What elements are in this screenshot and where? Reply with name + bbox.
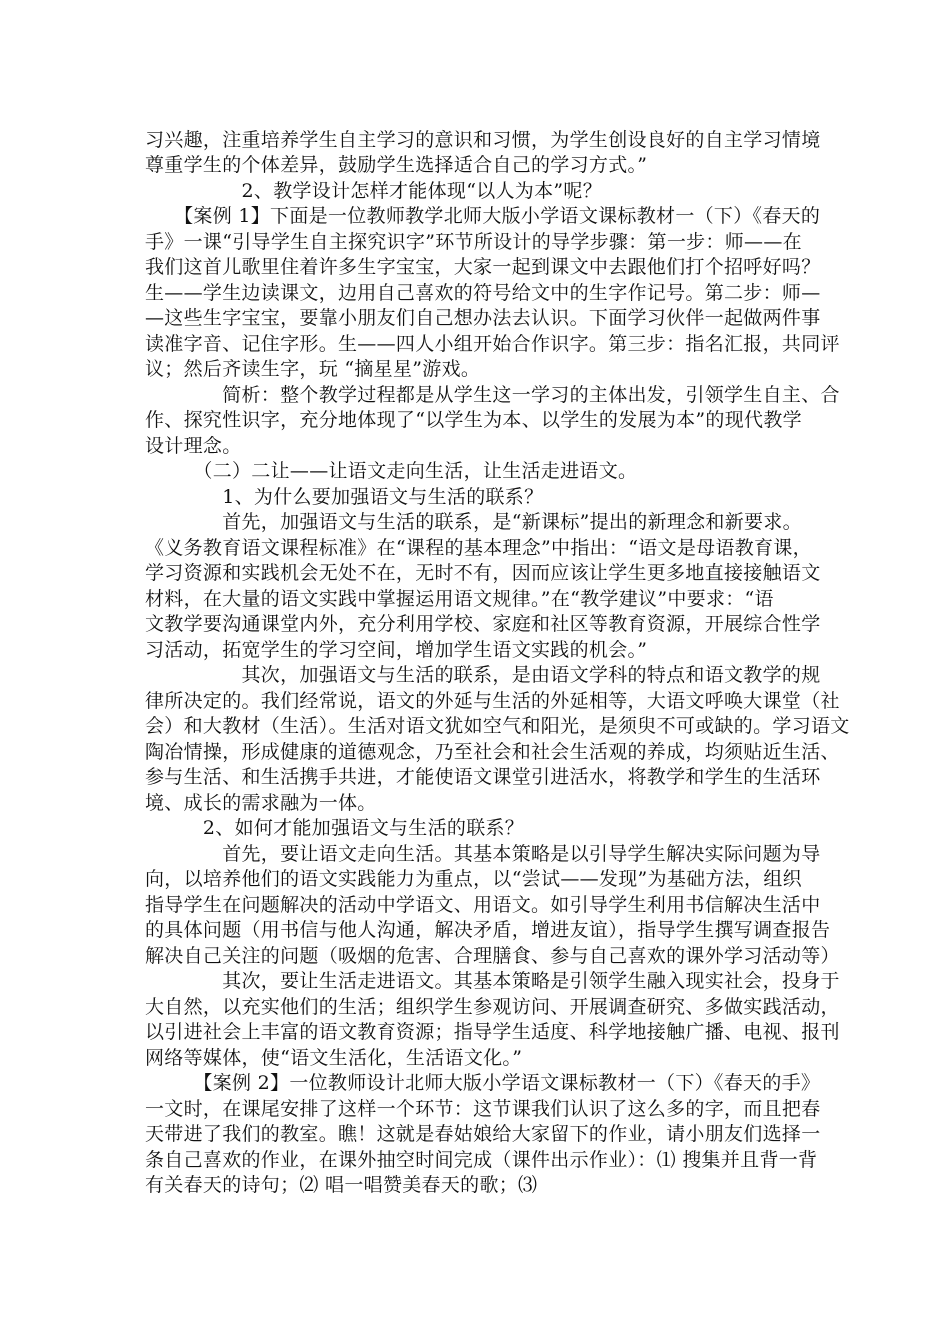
text-line: —这些生字宝宝，要靠小朋友们自己想办法去认识。下面学习伙伴一起做两件事 [145, 307, 821, 329]
text-line: 境、成长的需求融为一体。 [145, 792, 377, 814]
text-line: 作、探究性识字，充分地体现了“以学生为本、以学生的发展为本”的现代教学 [145, 409, 802, 431]
text-line: 有关春天的诗句；⑵ 唱一唱赞美春天的歌；⑶ [145, 1174, 538, 1196]
text-line: 网络等媒体，使“语文生活化，生活语文化。” [145, 1047, 523, 1069]
text-line: 的具体问题（用书信与他人沟通，解决矛盾，增进友谊），指导学生撰写调查报告 [145, 919, 831, 941]
section-heading: 1、为什么要加强语文与生活的联系？ [145, 486, 544, 508]
text-line: 【案例 2】一位教师设计北师大版小学语文课标教材一（下）《春天的手》 [145, 1072, 821, 1094]
text-line: 习活动，拓宽学生的学习空间，增加学生语文实践的机会。” [145, 639, 648, 661]
section-heading: （二）二让——让语文走向生活，让生活走进语文。 [145, 460, 638, 482]
text-line: 议；然后齐读生字，玩 “摘星星”游戏。 [145, 358, 481, 380]
text-line: 【案例 1】下面是一位教师教学北师大版小学语文课标教材一（下）《春天的 [145, 205, 821, 227]
text-line: 向，以培养他们的语文实践能力为重点，以“尝试——发现”为基础方法，组织 [145, 868, 802, 890]
text-line: 简析：整个教学过程都是从学生这一学习的主体出发，引领学生自主、合 [145, 384, 840, 406]
text-line: 参与生活、和生活携手共进，才能使语文课堂引进活水，将教学和学生的生活环 [145, 766, 821, 788]
text-line: 我们这首儿歌里住着许多生字宝宝，大家一起到课文中去跟他们打个招呼好吗？ [145, 256, 821, 278]
text-line: 习兴趣，注重培养学生自主学习的意识和习惯，为学生创设良好的自主学习情境 [145, 129, 821, 151]
text-line: 首先，加强语文与生活的联系，是“新课标”提出的新理念和新要求。 [145, 511, 802, 533]
text-line: 学习资源和实践机会无处不在，无时不有，因而应该让学生更多地直接接触语文 [145, 562, 821, 584]
text-line: 条自己喜欢的作业，在课外抽空时间完成（课件出示作业）：⑴ 搜集并且背一背 [145, 1149, 818, 1171]
text-line: 指导学生在问题解决的活动中学语文、用语文。如引导学生利用书信解决生活中 [145, 894, 821, 916]
text-line: 陶冶情操，形成健康的道德观念，乃至社会和社会生活观的养成，均须贴近生活、 [145, 741, 840, 763]
text-line: 读准字音、记住字形。生——四人小组开始合作识字。第三步：指名汇报，共同评 [145, 333, 840, 355]
text-line: 生——学生边读课文，边用自己喜欢的符号给文中的生字作记号。第二步：师— [145, 282, 821, 304]
text-line: 律所决定的。我们经常说，语文的外延与生活的外延相等，大语文呼唤大课堂（社 [145, 690, 840, 712]
text-line: 设计理念。 [145, 435, 242, 457]
text-line: 尊重学生的个体差异，鼓励学生选择适合自己的学习方式。” [145, 154, 648, 176]
text-line: 会）和大教材（生活）。生活对语文犹如空气和阳光，是须臾不可或缺的。学习语文 [145, 715, 850, 737]
section-heading: 2、教学设计怎样才能体现“以人为本”呢？ [145, 180, 603, 202]
text-line: 其次，加强语文与生活的联系，是由语文学科的特点和语文教学的规 [145, 664, 821, 686]
text-line: 大自然，以充实他们的生活；组织学生参观访问、开展调查研究、多做实践活动， [145, 996, 840, 1018]
text-line: 其次，要让生活走进语文。其基本策略是引领学生融入现实社会，投身于 [145, 970, 840, 992]
text-line: 一文时，在课尾安排了这样一个环节：这节课我们认识了这么多的字，而且把春 [145, 1098, 821, 1120]
text-line: 材料，在大量的语文实践中掌握运用语文规律。”在“教学建议”中要求：“语 [145, 588, 774, 610]
text-line: 解决自己关注的问题（吸烟的危害、合理膳食、参与自己喜欢的课外学习活动等） [145, 945, 840, 967]
text-line: 首先，要让语文走向生活。其基本策略是以引导学生解决实际问题为导 [145, 843, 821, 865]
text-line: 天带进了我们的教室。瞧！这就是春姑娘给大家留下的作业，请小朋友们选择一 [145, 1123, 821, 1145]
text-line: 手》一课“引导学生自主探究识字”环节所设计的导学步骤：第一步：师——在 [145, 231, 802, 253]
text-line: 《义务教育语文课程标准》在“课程的基本理念”中指出：“语文是母语教育课， [145, 537, 812, 559]
text-line: 以引进社会上丰富的语文教育资源；指导学生适度、科学地接触广播、电视、报刊 [145, 1021, 840, 1043]
section-heading: 2、如何才能加强语文与生活的联系？ [145, 817, 525, 839]
text-line: 文教学要沟通课堂内外，充分利用学校、家庭和社区等教育资源，开展综合性学 [145, 613, 821, 635]
